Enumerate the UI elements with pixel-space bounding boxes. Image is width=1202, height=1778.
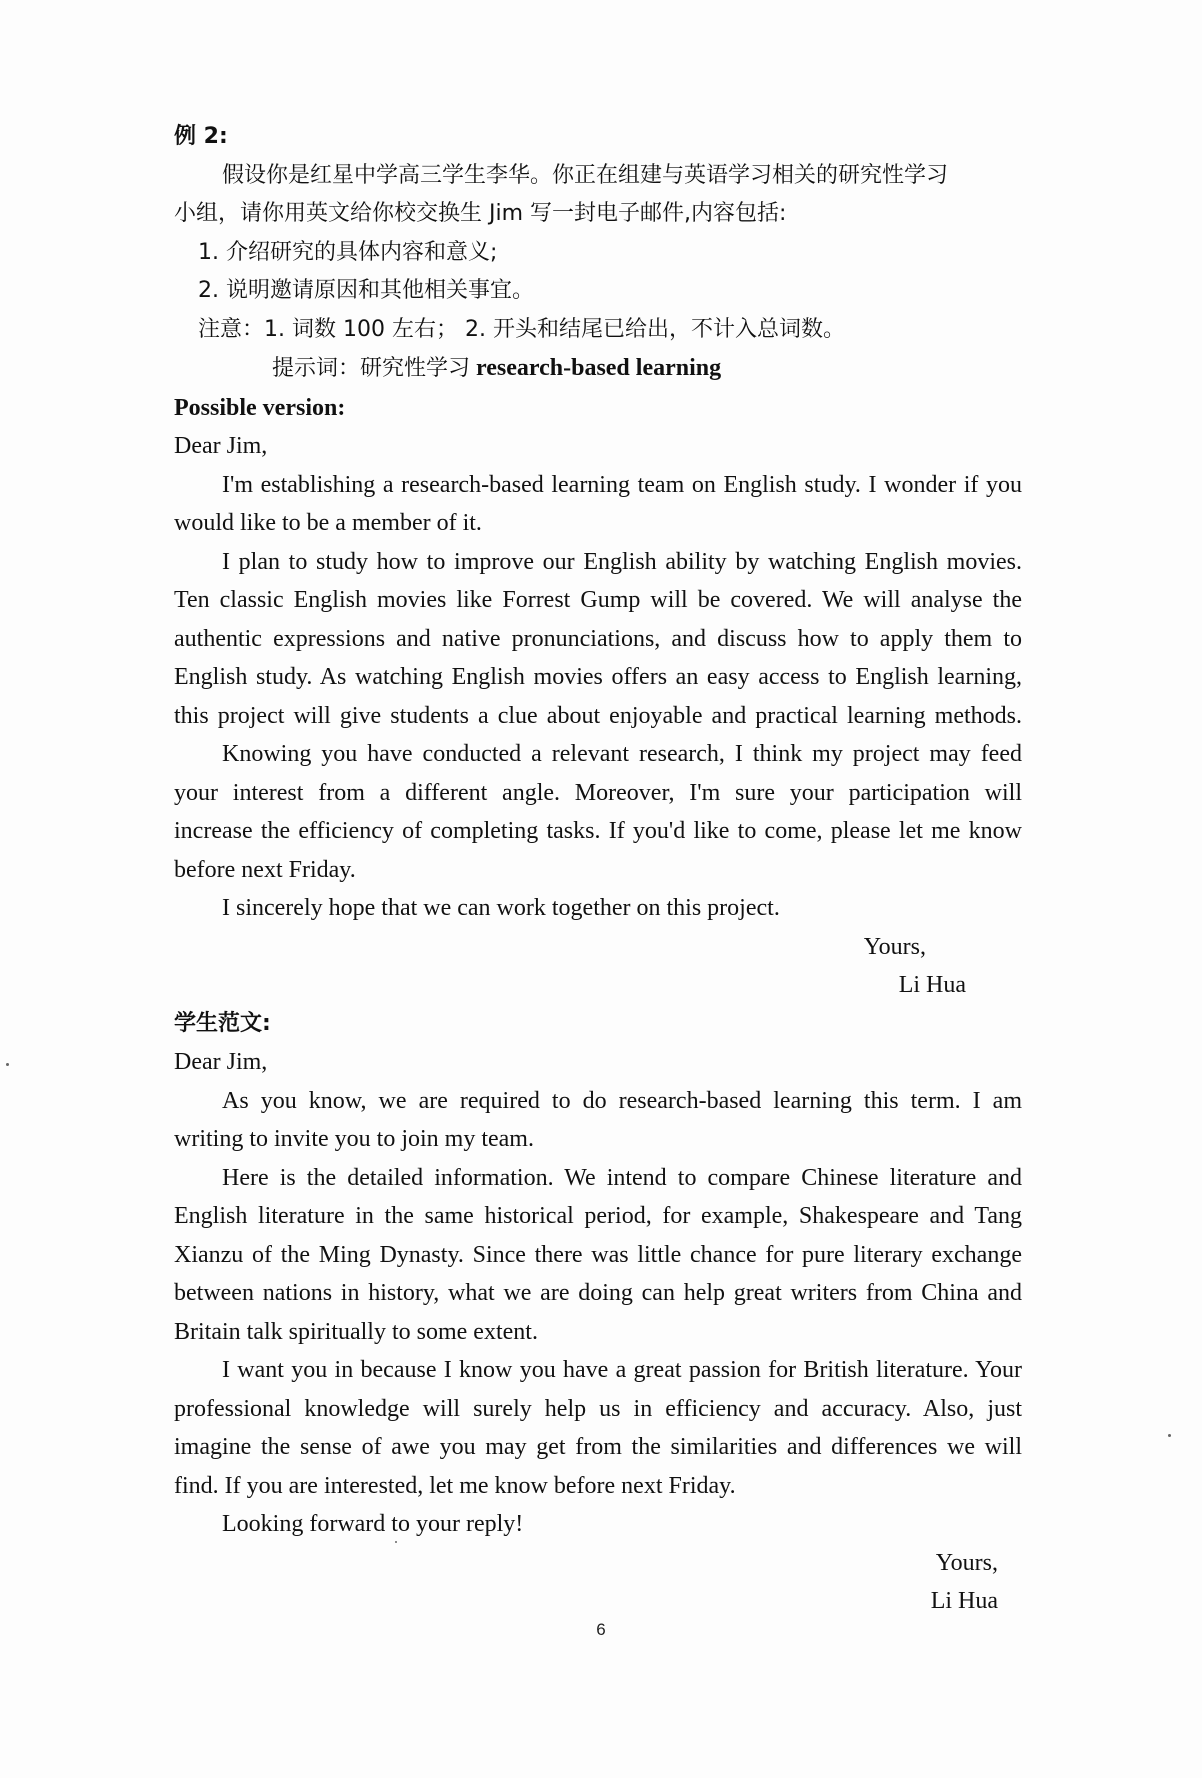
page-number: 6 [596,1620,606,1639]
ss-p4: Looking forward to your reply! [222,1511,524,1537]
pv-p2-line-5: this project will give students a clue about enjoyable and practical learning methods. [174,702,1022,729]
ss-p2-line-4: between nations in history, what we are doing can help great writers from China and [174,1280,1022,1306]
page-content [174,118,1022,1621]
prompt-line-1: 假设你是红星中学高三学生李华。你正在组建与英语学习相关的研究性学习 [222,162,949,188]
pv-p3-line-2: your interest from a different angle. Moreover, I'm sure your participation will [174,779,1022,806]
ss-p2-line-3: Xianzu of the Ming Dynasty. Since there was little chance for pure literary exchange [174,1241,1022,1268]
ss-p2-line-1: Here is the detailed information. We intend to compare Chinese literature and [222,1164,1022,1191]
ss-p2-line-2: English literature in the same historical period, for example, Shakespeare and Tang [174,1203,1022,1229]
ss-p1-line-1: As you know, we are required to do research-based learning this term. I am [222,1087,1022,1114]
pv-p4: I sincerely hope that we can work together on this project. [222,895,780,921]
hint-term: research-based learning [476,355,722,381]
pv-p2-line-1: I plan to study how to improve our English ability by watching English movies. [222,548,1022,575]
scan-speck [395,1541,397,1543]
scan-speck [6,1063,9,1066]
ss-p3-line-2: professional knowledge will surely help us in efficiency and accuracy. Also, just [174,1395,1022,1422]
pv-p3-line-4: before next Friday. [174,856,356,883]
pv-p2-line-3: authentic expressions and native pronunciations, and discuss how to apply them to [174,625,1022,652]
student-sample-heading: 学生范文: [174,1010,271,1036]
example-heading: 例 2: [174,124,228,149]
pv-p1-line-2: would like to be a member of it. [174,510,482,536]
pv-p3-line-3: increase the efficiency of completing tasks. If you'd like to come, please let me know [174,818,1022,844]
pv-p2-line-2: Ten classic English movies like Forrest Gump will be covered. We will analyse the [174,587,1022,613]
possible-version-heading: Possible version: [174,394,346,421]
pv-greeting: Dear Jim, [174,433,268,459]
pv-p2-line-4: English study. As watching English movies offers an easy access to English learning, [174,664,1022,690]
ss-p3-line-3: imagine the sense of awe you may get from the similarities and differences we will [174,1434,1022,1460]
note-line: 注意：1. 词数 100 左右； 2. 开头和结尾已给出，不计入总词数。 [198,316,845,342]
ss-p1-line-2: writing to invite you to join my team. [174,1126,534,1152]
hint-line [174,349,1022,389]
ss-signature: Li Hua [930,1588,998,1614]
ss-p2-line-5: Britain talk spiritually to some extent. [174,1318,538,1345]
requirement-item-2: 2. 说明邀请原因和其他相关事宜。 [198,278,534,303]
hint-label: 提示词：研究性学习 [272,356,471,381]
ss-p3-line-1: I want you in because I know you have a great passion for British literature. Your [222,1357,1022,1383]
ss-greeting: Dear Jim, [174,1049,268,1075]
pv-p1-line-1: I'm establishing a research-based learning team on English study. I wonder if you [222,471,1022,498]
pv-closing: Yours, [863,933,926,960]
requirement-item-1: 1. 介绍研究的具体内容和意义; [198,239,498,265]
pv-signature: Li Hua [898,972,966,998]
prompt-line-2: 小组，请你用英文给你校交换生 Jim 写一封电子邮件,内容包括: [174,201,787,226]
scan-speck [1168,1434,1171,1437]
pv-p3-line-1: Knowing you have conducted a relevant research, I think my project may feed [222,741,1022,767]
ss-p3-line-4: find. If you are interested, let me know before next Friday. [174,1472,736,1499]
ss-closing: Yours, [935,1549,998,1576]
